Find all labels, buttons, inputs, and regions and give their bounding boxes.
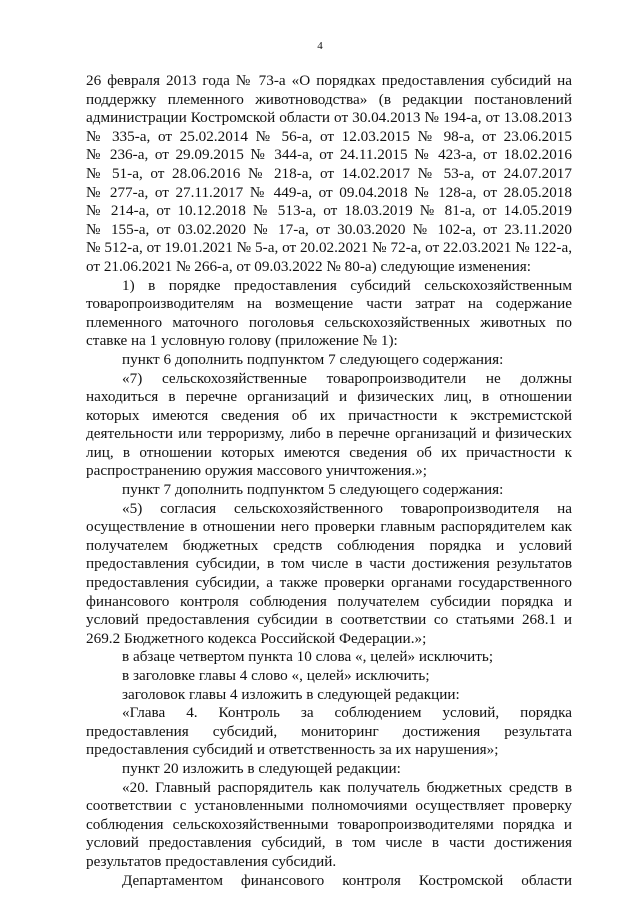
text-line: условий предоставления субсидий, в том числе в части достижения — [86, 834, 572, 852]
text-line: условий предоставления субсидии в соответствии со статьями 268.1 и — [86, 611, 572, 629]
text-line: находиться в перечне организаций и физических лиц, в отношении — [86, 388, 572, 406]
text-line: «5) согласия сельскохозяйственного товаропроизводителя на — [122, 499, 572, 517]
text-line: № 277-а, от 27.11.2017 № 449-а, от 09.04.2018 № 128-а, от 28.05.2018 — [86, 183, 572, 201]
text-line: № 512-а, от 19.01.2021 № 5-а, от 20.02.2021 № 72-а, от 22.03.2021 № 122-а, — [86, 239, 572, 257]
text-line: товаропроизводителям на возмещение части затрат на содержание — [86, 295, 572, 313]
text-line: «7) сельскохозяйственные товаропроизводители не должны — [122, 369, 572, 387]
text-line: получателем бюджетных средств соблюдения порядка и условий — [86, 536, 572, 554]
text-line: результатов предоставления субсидий. — [86, 852, 337, 870]
text-line: от 21.06.2021 № 266-а, от 09.03.2022 № 80-а) следующие изменения: — [86, 257, 532, 275]
text-line: осуществление в отношении него проверки главным распорядителем как — [86, 518, 572, 536]
text-line: лиц, в отношении которых имеются сведения об их причастности к — [86, 443, 572, 461]
text-line: пункт 7 дополнить подпунктом 5 следующего содержания: — [122, 481, 504, 499]
text-line: племенного маточного поголовья сельскохозяйственных животных по — [86, 313, 572, 331]
text-line: поддержку племенного животноводства» (в редакции постановлений — [86, 90, 572, 108]
text-line: пункт 20 изложить в следующей редакции: — [122, 759, 401, 777]
text-line: № 155-а, от 03.02.2020 № 17-а, от 30.03.2020 № 102-а, от 23.11.2020 — [86, 220, 572, 238]
text-line: пункт 6 дополнить подпунктом 7 следующего содержания: — [122, 350, 504, 368]
text-line: распространению оружия массового уничтожения.»; — [86, 462, 427, 480]
text-line: деятельности или терроризму, либо в перечне организаций и физических — [86, 425, 572, 443]
text-line: в заголовке главы 4 слово «, целей» исключить; — [122, 667, 430, 684]
text-line: № 51-а, от 28.06.2016 № 218-а, от 14.02.2017 № 53-а, от 24.07.2017 — [86, 164, 572, 182]
text-line: № 236-а, от 29.09.2015 № 344-а, от 24.11.2015 № 423-а, от 18.02.2016 — [86, 146, 572, 164]
text-line: которых имеются сведения об их причастности к экстремистской — [86, 406, 572, 424]
text-line: заголовок главы 4 изложить в следующей редакции: — [122, 685, 460, 703]
text-line: финансового контроля соблюдения получателем субсидии порядка и — [86, 592, 572, 610]
text-line: № 335-а, от 25.02.2014 № 56-а, от 12.03.2015 № 98-а, от 23.06.2015 — [86, 127, 572, 145]
text-line: 269.2 Бюджетного кодекса Российской Федерации.»; — [86, 629, 427, 647]
text-line: предоставления субсидий, мониторинг достижения результата — [86, 722, 572, 740]
text-line: «Глава 4. Контроль за соблюдением условий, порядка — [122, 704, 572, 722]
text-line: № 214-а, от 10.12.2018 № 513-а, от 18.03.2019 № 81-а, от 14.05.2019 — [86, 202, 572, 220]
text-line: 26 февраля 2013 года № 73-а «О порядках предоставления субсидий на — [86, 72, 572, 89]
text-line: в абзаце четвертом пункта 10 слова «, целей» исключить; — [122, 648, 494, 666]
text-line: Департаментом финансового контроля Костромской области — [122, 871, 572, 889]
text-line: «20. Главный распорядитель как получатель бюджетных средств в — [122, 778, 572, 796]
text-line: соответствии с установленными полномочиями осуществляет проверку — [86, 797, 572, 815]
text-line: администрации Костромской области от 30.04.2013 № 194-а, от 13.08.2013 — [86, 109, 572, 127]
page-number: 4 — [317, 40, 323, 52]
text-line: предоставления субсидии, а также проверки органами государственного — [86, 574, 572, 592]
text-line: соблюдения сельскохозяйственными товаропроизводителями порядка и — [86, 815, 572, 833]
text-line: предоставления субсидий и ответственность за их нарушения»; — [86, 741, 499, 759]
text-line: 1) в порядке предоставления субсидий сельскохозяйственным — [122, 276, 572, 294]
text-line: предоставления субсидии, в том числе в части достижения результатов — [86, 555, 572, 573]
text-line: ставке на 1 условную голову (приложение № 1): — [86, 332, 398, 350]
document-body — [86, 72, 572, 890]
